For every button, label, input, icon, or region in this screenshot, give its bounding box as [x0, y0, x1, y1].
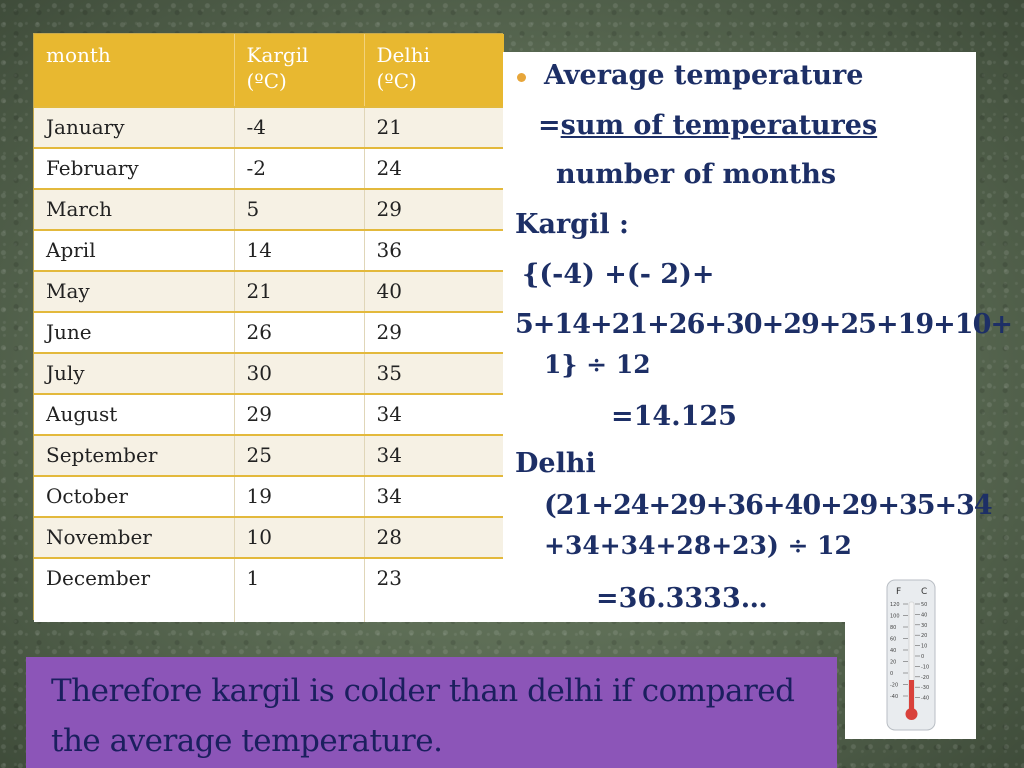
- thermo-f-tick: 60: [890, 636, 897, 643]
- thermo-f-tick: 20: [890, 659, 897, 666]
- thermo-c-tick: 50: [921, 602, 928, 608]
- calc-numerator: sum of temperatures: [560, 110, 878, 141]
- thermo-c-tick: -40: [921, 695, 930, 702]
- table-row: [34, 312, 504, 353]
- thermo-f-tick: 0: [890, 671, 894, 677]
- cell-kargil: 1: [234, 558, 364, 622]
- cell-month: February: [34, 148, 234, 189]
- table-row: [34, 189, 504, 230]
- thermo-c-tick: -30: [921, 685, 930, 692]
- thermo-f-tick: 100: [890, 613, 900, 620]
- table-row: [34, 271, 504, 312]
- thermo-c-tick: 0: [921, 654, 925, 660]
- kargil-label: Kargil :: [515, 209, 629, 240]
- temperature-grid: [34, 34, 504, 622]
- table-row: [34, 517, 504, 558]
- calc-fraction-top: [538, 110, 877, 141]
- bullet-icon: [517, 73, 526, 82]
- cell-delhi: 28: [364, 517, 504, 558]
- header-month: month: [34, 34, 234, 107]
- temperature-table: [33, 33, 503, 620]
- calc-denominator: number of months: [556, 159, 837, 190]
- cell-month: April: [34, 230, 234, 271]
- delhi-line-1: (21+24+29+36+40+29+35+34: [544, 490, 992, 521]
- thermo-c-tick: 10: [921, 643, 928, 650]
- thermo-f-tick: 80: [890, 625, 897, 631]
- thermo-c-tick: 40: [921, 612, 928, 619]
- delhi-label: Delhi: [515, 448, 596, 479]
- cell-delhi: 34: [364, 394, 504, 435]
- header-kargil: Kargil (ºC): [234, 34, 364, 107]
- cell-kargil: 26: [234, 312, 364, 353]
- thermo-c-label: C: [921, 587, 928, 597]
- kargil-result: =14.125: [611, 401, 737, 432]
- thermo-c-tick: 30: [921, 622, 928, 629]
- cell-delhi: 36: [364, 230, 504, 271]
- cell-delhi: 40: [364, 271, 504, 312]
- table-row: [34, 394, 504, 435]
- cell-month: December: [34, 558, 234, 622]
- cell-month: November: [34, 517, 234, 558]
- thermo-c-tick: 20: [921, 633, 928, 640]
- cell-delhi: 29: [364, 189, 504, 230]
- cell-delhi: 29: [364, 312, 504, 353]
- thermo-f-tick: -40: [890, 694, 899, 700]
- cell-month: May: [34, 271, 234, 312]
- cell-kargil: 30: [234, 353, 364, 394]
- cell-kargil: 21: [234, 271, 364, 312]
- calc-heading: Average temperature: [544, 60, 864, 91]
- kargil-line-2: 5+14+21+26+30+29+25+19+10+: [515, 309, 1012, 340]
- cell-kargil: -4: [234, 107, 364, 148]
- cell-month: June: [34, 312, 234, 353]
- cell-delhi: 21: [364, 107, 504, 148]
- header-delhi: Delhi (ºC): [364, 34, 504, 107]
- cell-month: July: [34, 353, 234, 394]
- cell-month: September: [34, 435, 234, 476]
- cell-kargil: 14: [234, 230, 364, 271]
- cell-kargil: 29: [234, 394, 364, 435]
- cell-kargil: 19: [234, 476, 364, 517]
- table-row: [34, 558, 504, 622]
- thermo-f-label: F: [896, 587, 902, 597]
- table-row: [34, 107, 504, 148]
- delhi-line-2: +34+34+28+23) ÷ 12: [544, 531, 852, 560]
- cell-delhi: 34: [364, 476, 504, 517]
- table-row: [34, 476, 504, 517]
- cell-month: January: [34, 107, 234, 148]
- cell-month: October: [34, 476, 234, 517]
- table-row: [34, 148, 504, 189]
- cell-month: August: [34, 394, 234, 435]
- cell-month: March: [34, 189, 234, 230]
- cell-delhi: 24: [364, 148, 504, 189]
- kargil-line-1: {(-4) +(- 2)+: [522, 259, 715, 290]
- table-header-row: [34, 34, 504, 107]
- thermometer-icon: [845, 572, 976, 739]
- cell-delhi: 34: [364, 435, 504, 476]
- thermo-c-tick: -10: [921, 664, 930, 671]
- thermo-f-tick: 120: [890, 602, 900, 608]
- cell-delhi: 35: [364, 353, 504, 394]
- cell-kargil: 10: [234, 517, 364, 558]
- conclusion-line-1: Therefore kargil is colder than delhi if compared: [51, 673, 795, 709]
- cell-kargil: 5: [234, 189, 364, 230]
- thermometer-image: [845, 572, 976, 739]
- calc-equals: =: [538, 110, 561, 141]
- thermo-c-tick: -20: [921, 674, 930, 681]
- conclusion-banner: [26, 657, 837, 768]
- conclusion-line-2: the average temperature.: [51, 723, 443, 759]
- table-row: [34, 435, 504, 476]
- table-row: [34, 353, 504, 394]
- thermo-f-tick: 40: [890, 648, 897, 654]
- table-row: [34, 230, 504, 271]
- kargil-line-3: 1} ÷ 12: [544, 350, 651, 379]
- cell-kargil: -2: [234, 148, 364, 189]
- thermo-f-tick: -20: [890, 682, 899, 689]
- cell-delhi: 23: [364, 558, 504, 622]
- cell-kargil: 25: [234, 435, 364, 476]
- delhi-result: =36.3333…: [596, 583, 768, 614]
